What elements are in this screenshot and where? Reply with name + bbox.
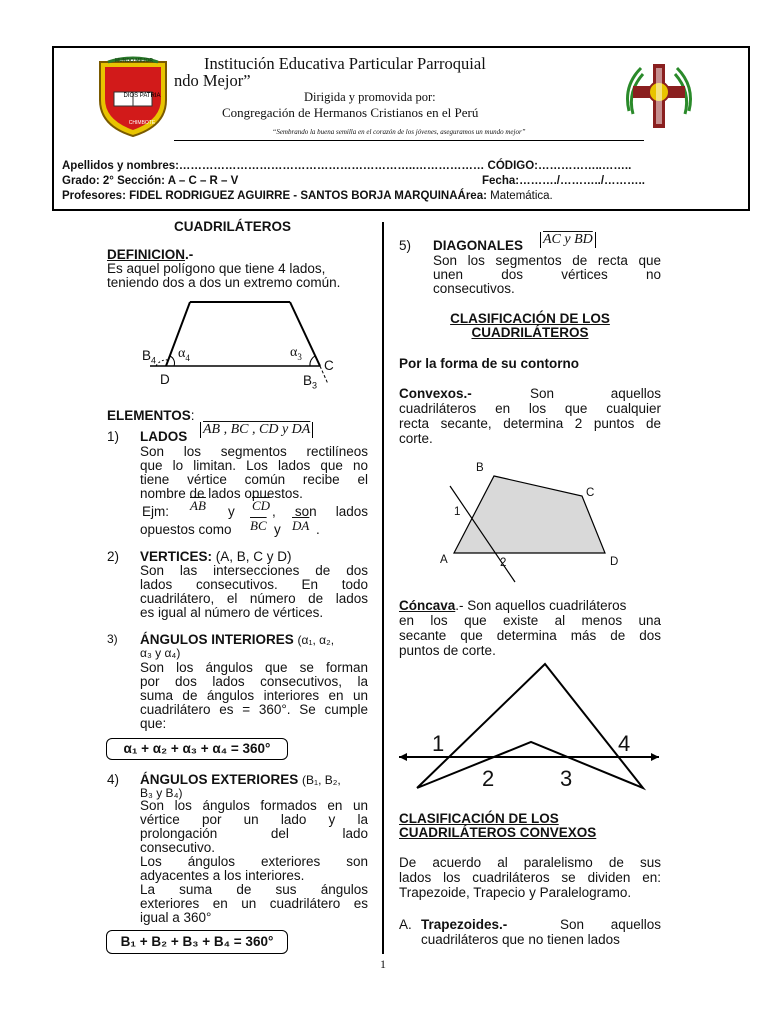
item-2-line-3: cuadrilátero, el número de lados [140, 591, 368, 606]
label-b3-sub: 3 [312, 380, 318, 391]
item-3-line-2: por dos lados consecutivos, la [140, 674, 368, 689]
label-b3-letter: B [303, 373, 313, 388]
convex-classification-title-1: CLASIFICACIÓN DE LOS [399, 811, 559, 826]
school-title: Institución Educativa Particular Parroquial [204, 54, 486, 73]
item-4-line-4: consecutivo. [140, 840, 216, 855]
item-1-set: AB , BC , CD y DA [200, 422, 313, 438]
label-d: D [160, 372, 170, 387]
item-5-line-2: unen dos vértices no [433, 267, 661, 282]
item-5-set: AC y BD [540, 232, 596, 248]
classification-title-1: CLASIFICACIÓN DE LOS [450, 311, 610, 326]
item-1-da: $\overline{DA}$ [292, 518, 310, 533]
item-1-bc: $\overline{BC}$ [250, 518, 267, 533]
item-3-line-1: Son los ángulos que se forman [140, 660, 368, 675]
convex-label-c: C [586, 487, 595, 499]
item-4-number: 4) [107, 772, 120, 787]
item-4-line-3: prolongación del lado [140, 826, 368, 841]
label-alpha3 [290, 345, 302, 362]
item-5-line-1: Son los segmentos de recta que [433, 253, 661, 268]
item-1-title: LADOS [140, 429, 188, 444]
item-1-opuestos: opuestos como [140, 522, 232, 537]
convex-figure [430, 460, 640, 585]
definition-heading [107, 247, 193, 262]
concave-line-4: puntos de corte. [399, 643, 496, 658]
item-2-line-2: lados consecutivos. En todo [140, 577, 368, 592]
item-5-title: DIAGONALES [433, 238, 524, 253]
definition-line-2: teniendo dos a dos un extremo común. [107, 275, 341, 290]
motto-rule [174, 140, 644, 141]
school-title-2: ndo Mejor” [174, 71, 251, 90]
item-4-line-9: igual a 360° [140, 910, 212, 925]
interior-angles-formula: α₁ + α₂ + α₃ + α₄ = 360° [106, 738, 288, 760]
item-2-heading [140, 549, 292, 564]
professors-line [62, 190, 553, 202]
concave-line-3: secante que determina más de dos [399, 628, 661, 643]
definition-suffix: .- [185, 247, 194, 262]
item-4-rest-2: B₃ y B₄) [140, 786, 183, 800]
convex-classification-title-2: CUADRILÁTEROS CONVEXOS [399, 825, 597, 840]
trapezoid-title: Trapezoides.- [421, 917, 508, 932]
item-1-line-3: tiene vértice común recibe el [140, 472, 368, 487]
label-b4-sub: 4 [151, 355, 157, 366]
date-line: Fecha:………./………../……….. [482, 175, 645, 187]
concave-line-2: en los que existe al menos una [399, 613, 661, 628]
crest-text-mid: DIOS PATRIA [123, 93, 161, 99]
item-2-number: 2) [107, 549, 120, 564]
concave-title: Cóncava [399, 598, 456, 613]
item-3-line-4: cuadrilátero es = 360°. Se cumple [140, 702, 368, 717]
label-alpha4-sub: 4 [185, 352, 190, 363]
item-4-line-1: Son los ángulos formados en un [140, 798, 368, 813]
crest-text-top: MUNDO MEJOR [114, 58, 154, 64]
professors-text: Profesores: FIDEL RODRIGUEZ AGUIRRE - SANTOS BORJA MARQUINA [62, 190, 458, 202]
label-b4 [142, 348, 156, 369]
column-divider [382, 222, 384, 954]
label-alpha4 [178, 346, 190, 363]
header-box [52, 46, 750, 211]
item-4-line-8: exteriores en un cuadrilátero es [140, 896, 368, 911]
item-3-line-5: que: [140, 716, 167, 731]
elements-heading [107, 408, 195, 423]
crest-text-bot: CHIMBOTE [128, 120, 156, 126]
item-1-y-2: y [274, 522, 281, 537]
elements-colon: : [190, 408, 195, 423]
item-1-line-4: nombre de lados opuestos. [140, 486, 303, 501]
classification-title-2: CUADRILÁTEROS [471, 325, 589, 340]
item-3-number: 3) [107, 632, 118, 646]
label-alpha3-letter: α [290, 345, 298, 360]
item-1-example-label: Ejm: [142, 504, 169, 519]
item-4-line-5: Los ángulos exteriores son [140, 854, 368, 869]
convex-title: Convexos.- [399, 386, 472, 401]
convex-label-d: D [610, 556, 619, 568]
angle-arc-3 [310, 356, 315, 366]
convex-label-a: A [440, 554, 448, 566]
item-1-ab: $\overline{AB}$ [190, 498, 206, 513]
item-4-rest: (B₁, B₂, [302, 773, 341, 787]
item-1-line-2: que lo limitan. Los lados que no [140, 458, 368, 473]
parallelism-line-2: lados los cuadriláteros se dividen en: [399, 870, 661, 885]
elements-label: ELEMENTOS [107, 408, 191, 423]
label-b4-letter: B [142, 348, 152, 363]
item-1-number: 1) [107, 429, 120, 444]
names-line: Apellidos y nombres:……………………………………………………..……………… CÓDIGO:……………..…….. [62, 160, 632, 172]
convex-rest: Son aquellos [530, 386, 661, 401]
definition-line-1: Es aquel polígono que tiene 4 lados, [107, 261, 326, 276]
item-3-rest: (α₁, α₂, [297, 633, 335, 647]
item-1-cd: $\overline{CD}$ [252, 498, 271, 513]
item-1-y-1: y [228, 504, 235, 519]
item-2-line-1: Son las intersecciones de dos [140, 563, 368, 578]
item-1-line-1: Son los segmentos rectilíneos [140, 444, 368, 459]
label-alpha3-sub: 3 [297, 351, 302, 362]
concave-figure [395, 660, 665, 795]
concave-quadrilateral [417, 664, 643, 788]
convex-label-2: 2 [500, 557, 507, 569]
trapezoid-letter: A. [399, 917, 412, 932]
convex-line-2: cuadriláteros en los que cualquier [399, 401, 661, 416]
convex-label-1: 1 [454, 506, 461, 518]
subtitle-1: Dirigida y promovida por: [304, 90, 436, 104]
concave-rest: .- Son aquellos cuadriláteros [455, 598, 627, 613]
item-2-title: VERTICES: [140, 549, 213, 564]
trapezoid-rest: Son aquellos [560, 917, 661, 932]
item-4-line-2: vértice por un lado y la [140, 812, 368, 827]
section-title: CUADRILÁTEROS [174, 219, 291, 234]
label-b3 [303, 373, 317, 394]
item-1-dot: . [316, 522, 320, 537]
concave-label-2: 2 [482, 766, 495, 791]
item-4-line-7: La suma de sus ángulos [140, 882, 368, 897]
item-2-rest: (A, B, C y D) [215, 549, 292, 564]
cross-logo [619, 56, 699, 136]
item-2-line-4: es igual al número de vértices. [140, 605, 324, 620]
exterior-angles-formula: B₁ + B₂ + B₃ + B₄ = 360° [106, 930, 288, 954]
secant-arrow-left [399, 753, 407, 761]
convex-quadrilateral [454, 476, 605, 553]
concave-heading [399, 598, 626, 613]
item-3-rest-2: α₃ y α₄) [140, 646, 181, 660]
motto: “Sembrando la buena semilla en el corazón de los jóvenes, aseguramos un mundo mejor” [272, 128, 526, 136]
item-4-line-6: adyacentes a los interiores. [140, 868, 305, 883]
concave-label-1: 1 [432, 731, 445, 756]
item-3-line-3: suma de ángulos interiores en un [140, 688, 368, 703]
secant-arrow-right [651, 753, 659, 761]
concave-label-4: 4 [618, 731, 631, 756]
item-3-title: ÁNGULOS INTERIORES [140, 632, 294, 647]
area-label: Área: [457, 190, 487, 202]
grade-line: Grado: 2° Sección: A – C – R – V [62, 175, 239, 187]
label-c: C [324, 358, 334, 373]
page-number: 1 [380, 957, 386, 971]
parallelism-line-1: De acuerdo al paralelismo de sus [399, 855, 661, 870]
subtitle-2: Congregación de Hermanos Cristianos en el Perú [222, 105, 479, 120]
area-value: Matemática. [490, 190, 553, 202]
item-1-son: , son lados [272, 504, 368, 519]
concave-label-3: 3 [560, 766, 573, 791]
definition-label: DEFINICION [107, 247, 186, 262]
angle-arc-4 [170, 356, 175, 366]
item-5-number: 5) [399, 238, 412, 253]
convex-label-b: B [476, 462, 484, 474]
item-4-title: ÁNGULOS EXTERIORES [140, 772, 299, 787]
convex-line-3: recta secante, determina 2 puntos de [399, 416, 661, 431]
shape-contour-heading: Por la forma de su contorno [399, 356, 580, 371]
convex-line-4: corte. [399, 431, 433, 446]
trapezoid-line-2: cuadriláteros que no tienen lados [421, 932, 620, 947]
item-5-line-3: consecutivos. [433, 281, 515, 296]
parallelism-line-3: Trapezoide, Trapecio y Paralelogramo. [399, 885, 632, 900]
label-alpha4-letter: α [178, 346, 186, 361]
